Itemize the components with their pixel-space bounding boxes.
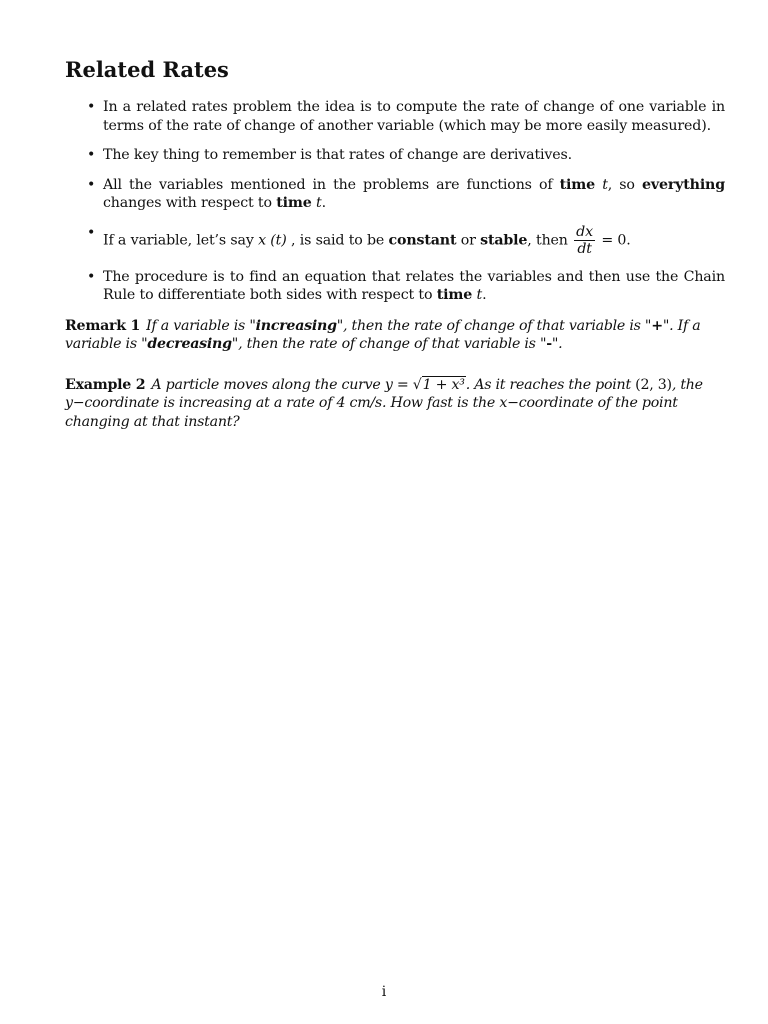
math-equation-lhs: y = xyxy=(384,376,413,393)
bullet-item-procedure xyxy=(65,268,725,305)
sqrt-radicand: 1 + x³ xyxy=(422,376,465,393)
bold-term: time xyxy=(276,195,312,211)
bold-term: constant xyxy=(388,232,457,248)
bullet-text-segment: If a variable, let’s say xyxy=(103,232,259,248)
math-variable: y xyxy=(65,395,73,411)
fraction-numerator: dx xyxy=(576,223,593,240)
bullet-item-derivatives xyxy=(65,146,725,165)
remark-text-segment: ". xyxy=(551,336,563,352)
bullet-text-segment: or xyxy=(456,232,481,248)
example-text-segment: , the xyxy=(671,376,703,393)
sign-symbol: + xyxy=(651,317,663,334)
bullet-text-segment: , is said to be xyxy=(286,232,389,248)
bold-term: stable xyxy=(480,232,528,248)
bullet-text-segment: , then xyxy=(527,232,573,248)
math-variable: t xyxy=(476,287,483,303)
remark-text-segment: ", then the rate of change of that variable is " xyxy=(336,317,652,334)
bold-term: decreasing xyxy=(147,336,232,352)
math-variable: t xyxy=(602,176,608,193)
math-variable: t xyxy=(316,195,322,211)
example-text-segment: . As it reaches the point xyxy=(465,376,636,393)
bold-term: time xyxy=(436,287,473,303)
math-rate: 4 cm/s xyxy=(336,395,382,411)
bullet-text: The key thing to remember is that rates of change are derivatives. xyxy=(103,147,573,163)
radical-sign: √ xyxy=(412,376,422,393)
square-root xyxy=(413,376,466,393)
example-text-segment: −coordinate is increasing at a rate of xyxy=(72,395,337,411)
math-variable: x xyxy=(499,395,508,411)
example-text-segment: . How fast is the xyxy=(381,395,500,411)
bullet-text-segment: , so xyxy=(607,176,642,193)
bold-term: everything xyxy=(641,176,725,193)
bullet-item-constant-variable xyxy=(65,224,725,257)
bullet-text-segment: All the variables mentioned in the problems are functions of xyxy=(103,176,560,193)
example-text-segment: −coordinate of the point changing at that instant? xyxy=(65,395,678,430)
bullet-item-related-rates-idea xyxy=(65,98,725,135)
remark-text-segment: ". If a variable is " xyxy=(65,317,701,352)
derivative-fraction xyxy=(574,224,595,257)
bullet-text-segment: . xyxy=(482,287,487,303)
math-equals-zero: = 0. xyxy=(596,232,631,248)
bold-term: increasing xyxy=(255,317,337,334)
bullet-list xyxy=(65,98,725,305)
math-point: (2, 3) xyxy=(635,376,672,393)
example-paragraph xyxy=(65,376,725,432)
remark-paragraph xyxy=(65,317,725,354)
bullet-text-segment: The procedure is to find an equation that relates the variables and then use the Chain Rule to differentiate both sides with respect to xyxy=(103,268,725,303)
remark-text-segment: ", then the rate of change of that variable is " xyxy=(231,336,547,352)
bullet-text: In a related rates problem the idea is to compute the rate of change of one variable in terms of the rate of change of another variable (which may be more easily measured). xyxy=(103,99,725,134)
page-title: Related Rates xyxy=(65,57,229,82)
bullet-item-functions-of-time xyxy=(65,176,725,213)
sign-symbol: - xyxy=(546,336,552,352)
example-label: Example 2 xyxy=(65,376,146,393)
page-number: i xyxy=(381,984,387,1000)
bullet-text-segment: . xyxy=(321,195,326,211)
remark-label: Remark 1 xyxy=(65,317,141,334)
math-expression: x (t) xyxy=(258,232,287,248)
document-page xyxy=(65,56,725,431)
remark-text-segment: If a variable is " xyxy=(146,317,256,334)
fraction-denominator: dt xyxy=(577,240,592,257)
bullet-text-segment: changes with respect to xyxy=(103,195,277,211)
bold-term: time xyxy=(559,176,596,193)
example-text-segment: A particle moves along the curve xyxy=(151,376,385,393)
